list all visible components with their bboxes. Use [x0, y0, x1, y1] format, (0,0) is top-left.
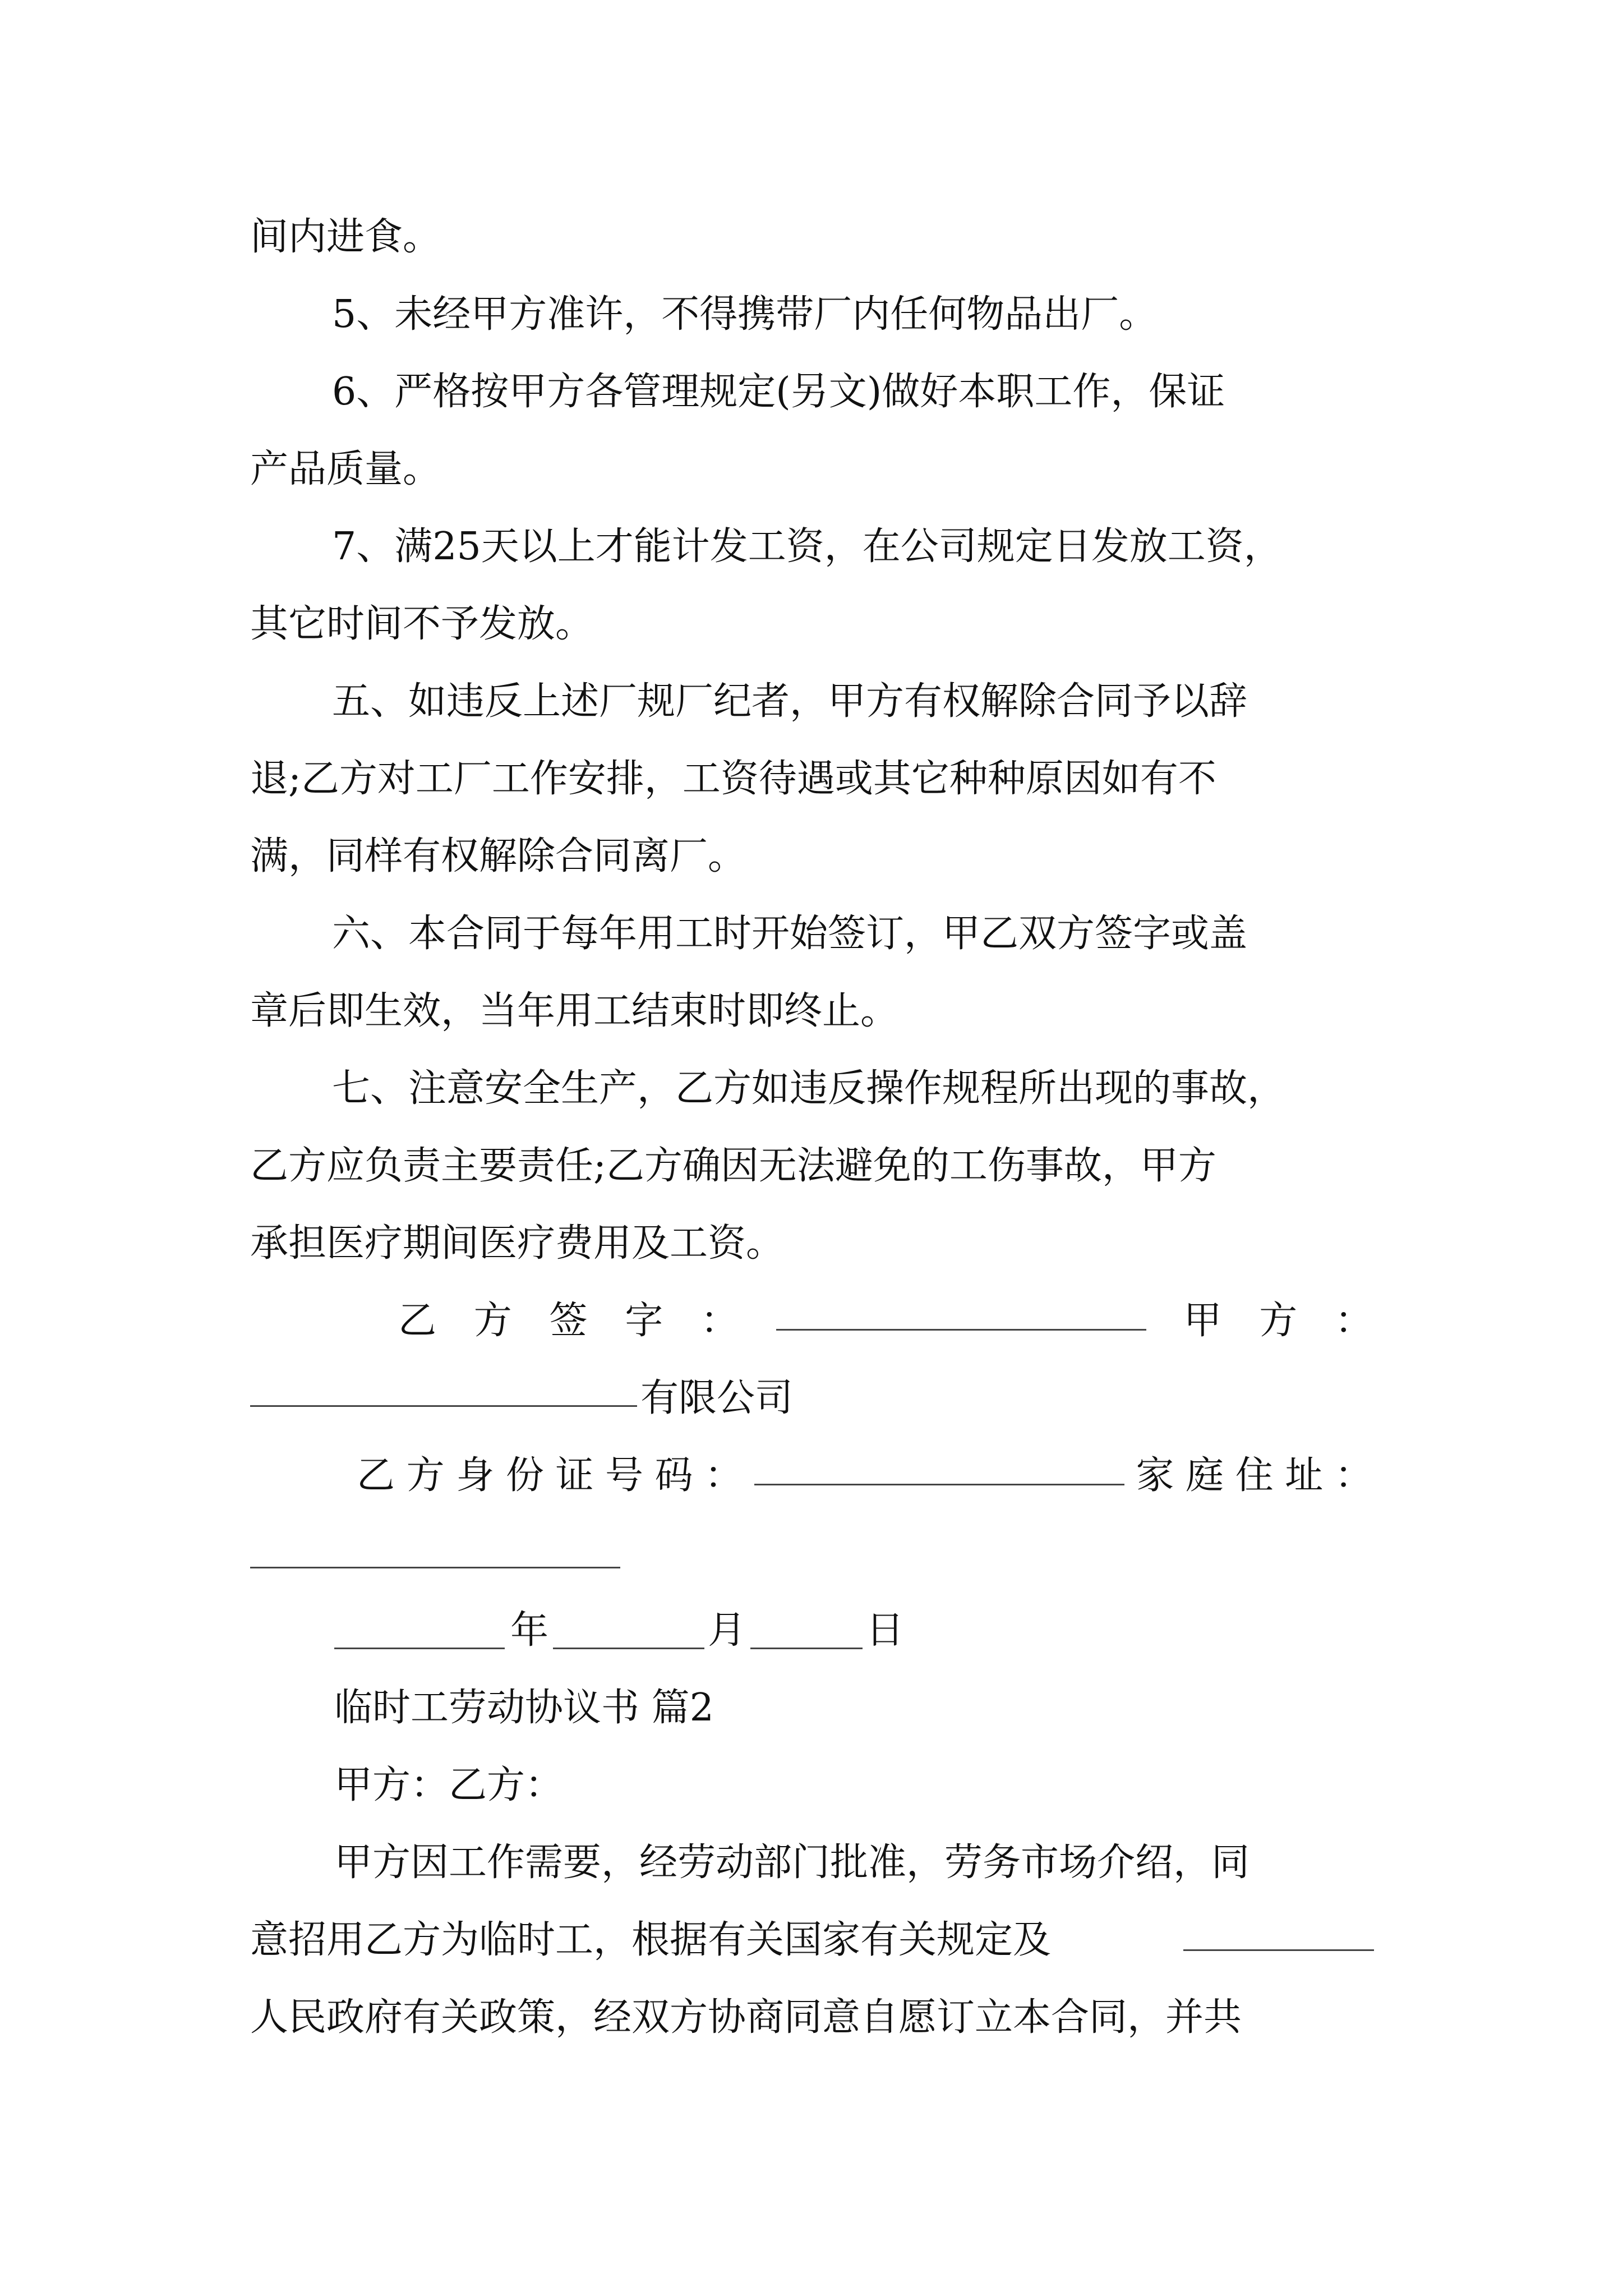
parties-line: 甲方：乙方：: [334, 1763, 564, 1807]
label-char: 乙: [357, 1453, 395, 1498]
paragraph-line: 满，同样有权解除合同离厂。: [250, 834, 746, 878]
year-blank[interactable]: [334, 1648, 505, 1649]
signature-line-party-b: [398, 1293, 1373, 1349]
label-char: 签: [549, 1299, 588, 1343]
paragraph-line: 7、满25天以上才能计发工资，在公司规定日发放工资，: [332, 524, 1282, 569]
id-number-blank[interactable]: [754, 1448, 1124, 1485]
paragraph-line: 5、未经甲方准许，不得携带厂内任何物品出厂。: [332, 292, 1158, 337]
paragraph-line: 甲方因工作需要，经劳动部门批准，劳务市场介绍，同: [334, 1841, 1250, 1885]
label-char: ：: [700, 1299, 739, 1343]
label-char: 身: [456, 1453, 495, 1498]
label-char: ：: [704, 1453, 743, 1498]
day-label: 日: [866, 1608, 905, 1653]
label-char: 份: [505, 1453, 544, 1498]
label-char: 方: [1259, 1299, 1298, 1343]
paragraph-line: 承担医疗期间医疗费用及工资。: [250, 1221, 785, 1266]
paragraph-line: 其它时间不予发放。: [250, 602, 594, 646]
label-char: 址: [1285, 1453, 1324, 1498]
month-blank[interactable]: [553, 1648, 704, 1649]
label-char: 方: [406, 1453, 445, 1498]
label-char: 住: [1235, 1453, 1274, 1498]
paragraph-line: 五、如违反上述厂规厂纪者，甲方有权解除合同予以辞: [332, 679, 1248, 724]
label-char: 码: [654, 1453, 693, 1498]
paragraph-line: 意招用乙方为临时工，根据有关国家有关规定及: [250, 1918, 1052, 1962]
company-name-blank[interactable]: [250, 1405, 637, 1407]
label-char: 证: [555, 1453, 594, 1498]
month-label: 月: [708, 1608, 746, 1653]
label-char: ：: [1334, 1299, 1373, 1343]
label-char: ：: [1334, 1453, 1373, 1498]
government-name-blank[interactable]: [1183, 1949, 1374, 1951]
label-char: 庭: [1186, 1453, 1224, 1498]
paragraph-line: 六、本合同于每年用工时开始签订，甲乙双方签字或盖: [332, 912, 1248, 956]
label-char: 乙: [398, 1299, 437, 1343]
label-char: 方: [473, 1299, 512, 1343]
paragraph-line: 乙方应负责主要责任;乙方确因无法避免的工伤事故，甲方: [250, 1144, 1216, 1188]
address-blank[interactable]: [250, 1567, 620, 1568]
paragraph-line: 人民政府有关政策，经双方协商同意自愿订立本合同，并共: [250, 1995, 1242, 2040]
party-b-signature-blank[interactable]: [776, 1293, 1146, 1331]
company-suffix: 有限公司: [640, 1376, 794, 1420]
id-address-line: [357, 1448, 1373, 1504]
paragraph-line: 七、注意安全生产，乙方如违反操作规程所出现的事故，: [332, 1066, 1286, 1111]
paragraph-line: 间内进食。: [250, 215, 441, 259]
label-char: 甲: [1183, 1299, 1222, 1343]
paragraph-line: 产品质量。: [250, 447, 441, 491]
label-char: 字: [625, 1299, 663, 1343]
label-char: 家: [1136, 1453, 1174, 1498]
paragraph-line: 章后即生效，当年用工结束时即终止。: [250, 989, 899, 1033]
label-char: 号: [605, 1453, 644, 1498]
section-title: 临时工劳动协议书 篇2: [334, 1686, 714, 1730]
year-label: 年: [510, 1608, 549, 1653]
paragraph-line: 6、严格按甲方各管理规定(另文)做好本职工作，保证: [332, 370, 1225, 414]
paragraph-line: 退;乙方对工厂工作安排，工资待遇或其它种种原因如有不: [250, 757, 1216, 801]
day-blank[interactable]: [750, 1648, 863, 1649]
